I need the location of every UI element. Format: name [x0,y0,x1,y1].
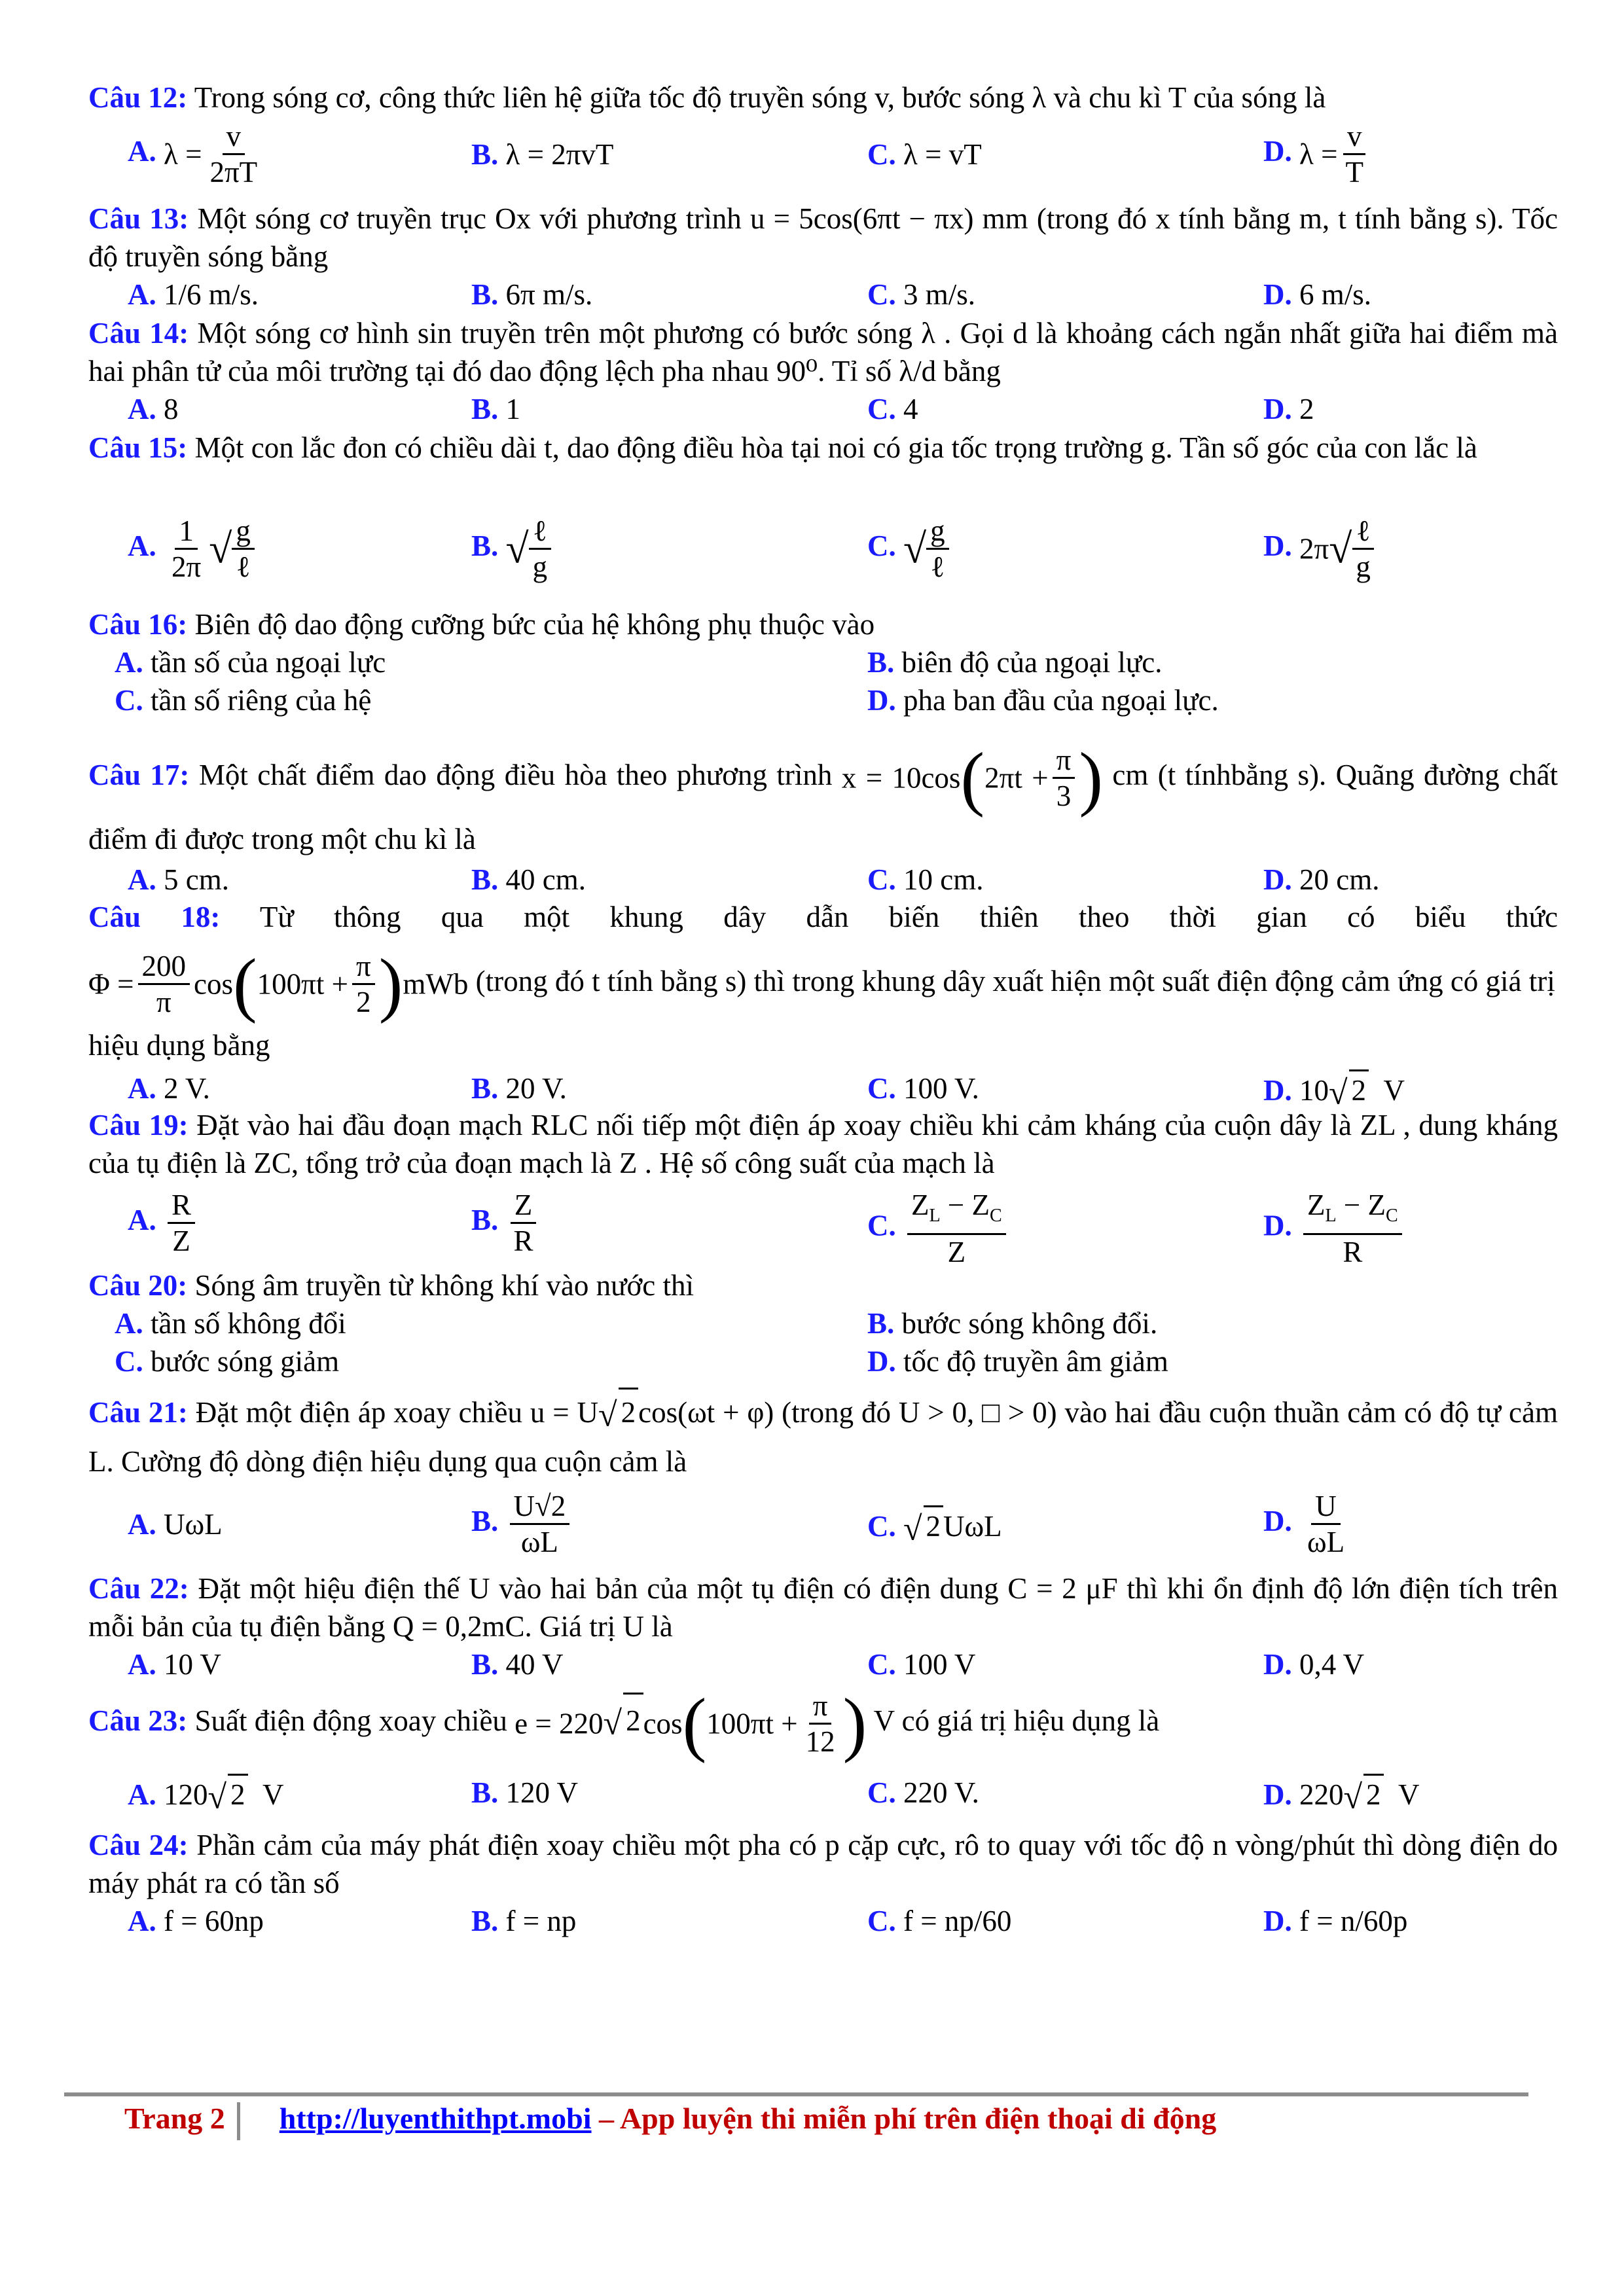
option-d: D. 220√ 2 V [1263,1774,1420,1817]
option-b: B. biên độ của ngoại lực. [867,646,1163,679]
option-a: A. f = 60np [128,1905,264,1937]
question-22: Câu 22: Đặt một hiệu điện thế U vào hai bản của một tụ điện có điện dung C = 2 μF thì khi ổn định độ lớn điện tích trên mỗi bản của tụ điện bằng Q = 0,2mC. Giá trị U là A. 10 V B. 40 V C. 100 V D. 0,4 V [88,1570,1558,1645]
option-d: D. f = n/60p [1263,1905,1408,1937]
question-stem: Một sóng cơ truyền trục Ox với phương trình u = 5cos(6πt − πx) mm (trong đó x tính bằng m, t tính bằng s). Tốc độ truyền sóng bằng [88,202,1559,273]
question-13: Câu 13: Một sóng cơ truyền trục Ox với phương trình u = 5cos(6πt − πx) mm (trong đó x tính bằng m, t tính bằng s). Tốc độ truyền sóng bằng A. 1/6 m/s. B. 6π m/s. C. 3 m/s. D. 6 m/s. [88,200,1558,276]
question-stem: Biên độ dao động cưỡng bức của hệ không phụ thuộc vào [194,608,875,641]
option-c: C. 220 V. [867,1776,979,1809]
option-c: C. bước sóng giảm [115,1345,340,1378]
option-c: C. tần số riêng của hệ [115,684,372,717]
option-c: C. 100 V. [867,1072,979,1105]
question-16: Câu 16: Biên độ dao động cưỡng bức của hệ không phụ thuộc vào A. tần số của ngoại lực B. biên độ của ngoại lực. C. tần số riêng của hệ D. pha ban đầu của ngoại lực. [88,605,1558,643]
option-a: A. tần số không đổi [115,1307,346,1340]
question-24: Câu 24: Phần cảm của máy phát điện xoay chiều một pha có p cặp cực, rô to quay với tốc độ n vòng/phút thì dòng điện do máy phát ra có tần số A. f = 60np B. f = np C. f = np/60 D. f = n/60p [88,1826,1558,1902]
option-b: B. 20 V. [471,1072,567,1105]
option-d: D. 6 m/s. [1263,278,1372,311]
question-stem: Đặt một hiệu điện thế U vào hai bản của một tụ điện có điện dung C = 2 μF thì khi ổn định độ lớn điện tích trên mỗi bản của tụ điện bằng Q = 0,2mC. Giá trị U là [88,1572,1558,1643]
question-20: Câu 20: Sóng âm truyền từ không khí vào nước thì A. tần số không đổi B. bước sóng không đổi. C. bước sóng giảm D. tốc độ truyền âm giảm [88,1266,1558,1304]
question-23: Câu 23: Suất điện động xoay chiều e = 220√ 2cos(100πt + $\frac{\pi}{12}$ ) V có giá trị hiệu dụng là A. 120√ 2 V B. 120 V C. 220 V. D. 220√ 2 V [88,1683,1420,1816]
option-b: B. f = np [471,1905,577,1937]
option-d: D. λ = $\frac{v}{T}$ [1263,119,1371,189]
option-d: D. pha ban đầu của ngoại lực. [867,684,1219,717]
option-c: C. f = np/60 [867,1905,1012,1937]
option-d: D. 20 cm. [1263,863,1380,896]
question-17: Câu 17: Một chất điểm dao động điều hòa theo phương trình x = 10cos(2πt + $\frac{\pi}{3}$ ) cm (t tínhbằng s). Quãng đường chất điểm đi được trong một chu kì là A. 5 cm. B. 40 cm. C. 10 cm. D. 20 cm. [88,743,1558,865]
option-c: C. 4 [867,393,918,425]
option-c: C. λ = vT [867,138,982,171]
option-a: A. 1/6 m/s. [128,278,259,311]
question-stem: Đặt vào hai đầu đoạn mạch RLC nối tiếp một điện áp xoay chiều khi cảm kháng của cuộn dây là ZL , dung kháng của tụ điện là ZC, tổng trở của đoạn mạch là Z . Hệ số công suất của mạch là [88,1109,1559,1179]
footer-tagline: – App luyện thi miễn phí trên điện thoại di động [591,2102,1217,2135]
question-15: Câu 15: Một con lắc đon có chiều dài t, dao động điều hòa tại noi có gia tốc trọng trường g. Tần số góc của con lắc là A. $\frac{1}{2\pi}$ √ $\frac{g}{\text{ℓ}}$ B. √ $\frac{\text{ℓ}}{g}$ C. √ $\frac{g}{\text{ℓ}}$ D. 2π√ $\frac{\text{ℓ}}{g}$ [88,431,1477,583]
option-b: B. √ $\frac{\text{ℓ}}{g}$ [471,514,555,584]
question-18: Câu 18: Từ thông qua một khung dây dẫn biến thiên theo thời gian có biểu thức Φ = $\frac{200}{\pi}$ cos(100πt + $\frac{\pi}{2}$ )mWb (trong đó t tính bằng s) thì trong khung dây xuất hiện một suất điện động cảm ứng có giá trị hiệu dụng bằng A. 2 V. B. 20 V. C. 100 V. D. 10√ 2 V [88,901,1558,1112]
option-b: B. λ = 2πvT [471,138,614,171]
option-d: D. 0,4 V [1263,1648,1365,1681]
question-14: Câu 14: Một sóng cơ hình sin truyền trên một phương có bước sóng λ . Gọi d là khoảng cách ngắn nhất giữa hai điểm mà hai phân tử của môi trường tại đó dao động lệch pha nhau 90⁰. Tỉ số λ/d bằng A. 8 B. 1 C. 4 D. 2 [88,314,1558,390]
question-stem: Sóng âm truyền từ không khí vào nước thì [194,1269,695,1302]
option-a: A. 10 V [128,1648,221,1681]
page-footer [124,2101,1216,2140]
option-b: B. 40 V [471,1648,564,1681]
option-a: A. λ = $\frac{v}{2\pi T}$ [128,120,258,188]
option-b: B. 6π m/s. [471,278,593,311]
option-d: D. tốc độ truyền âm giảm [867,1345,1168,1378]
option-c: C. √ $\frac{g}{\text{ℓ}}$ [867,514,953,584]
question-19: Câu 19: Đặt vào hai đầu đoạn mạch RLC nối tiếp một điện áp xoay chiều khi cảm kháng của cuộn dây là ZL , dung kháng của tụ điện là ZC, tổng trở của đoạn mạch là Z . Hệ số công suất của mạch là A. $\frac{R}{Z}$ B. $\frac{Z}{R}$ C. $\frac{Z_L - Z_C}{Z}$ D. $\frac{Z_L - Z_C}{R}$ [88,1109,1559,1268]
option-b: B. $\frac{Z}{R}$ [471,1188,541,1258]
footer-link[interactable]: http://luyenthithpt.mobi [279,2102,592,2135]
footer-separator [237,2102,240,2140]
option-c: C. 100 V [867,1648,976,1681]
question-stem: Trong sóng cơ, công thức liên hệ giữa tốc độ truyền sóng v, bước sóng λ và chu kì T của sóng là [194,81,1326,114]
option-c: C. 10 cm. [867,863,984,896]
option-d: D. 2 [1263,393,1314,425]
option-c: C. $\frac{Z_L - Z_C}{Z}$ [867,1188,1010,1269]
option-b: B. bước sóng không đổi. [867,1307,1158,1340]
option-a: A. tần số của ngoại lực [115,646,386,679]
option-b: B. 1 [471,393,521,425]
option-d: D. 2π√ $\frac{\text{ℓ}}{g}$ [1263,514,1379,584]
option-a: A. $\frac{1}{2\pi}$ √ $\frac{g}{\text{ℓ}}$ [128,514,259,584]
option-a: A. UωL [128,1508,223,1541]
question-stem: Một con lắc đon có chiều dài t, dao động điều hòa tại noi có gia tốc trọng trường g. Tần số góc của con lắc là [194,431,1477,464]
question-label: Câu 12: [88,81,188,114]
page-number: Trang 2 [124,2102,225,2135]
option-a: A. 2 V. [128,1072,210,1105]
question-stem: Phần cảm của máy phát điện xoay chiều một pha có p cặp cực, rô to quay với tốc độ n vòng/phút thì dòng điện do máy phát ra có tần số [88,1829,1559,1899]
option-d: D. $\frac{U}{\omega L}$ [1263,1490,1345,1558]
option-a: A. 5 cm. [128,863,229,896]
option-a: A. 120√ 2 V [128,1774,284,1817]
option-c: C. √ 2UωL [867,1505,1002,1549]
option-a: A. 8 [128,393,179,425]
option-c: C. 3 m/s. [867,278,976,311]
question-stem: Một sóng cơ hình sin truyền trên một phương có bước sóng λ . Gọi d là khoảng cách ngắn nhất giữa hai điểm mà hai phân tử của môi trường tại đó dao động lệch pha nhau 90⁰. Tỉ số λ/d bằng [88,317,1558,387]
option-b: B. $\frac{U√2}{\omega L}$ [471,1489,573,1559]
question-12 [88,79,1558,188]
option-b: B. 40 cm. [471,863,586,896]
option-d: D. $\frac{Z_L - Z_C}{R}$ [1263,1188,1406,1269]
option-b: B. 120 V [471,1776,578,1809]
question-21: Câu 21: Đặt một điện áp xoay chiều u = U√ 2cos(ωt + φ) (trong đó U > 0, □ > 0) vào hai đầu cuộn thuần cảm có độ tự cảm L. Cường độ dòng điện hiệu dụng qua cuộn cảm là A. UωL B. $\frac{U√2}{\omega L}$ C. √ 2UωL D. $\frac{U}{\omega L}$ [88,1388,1558,1484]
option-d: D. 10√ 2 V [1263,1069,1405,1113]
option-a: A. $\frac{R}{Z}$ [128,1188,199,1258]
footer-divider [64,2092,1528,2096]
